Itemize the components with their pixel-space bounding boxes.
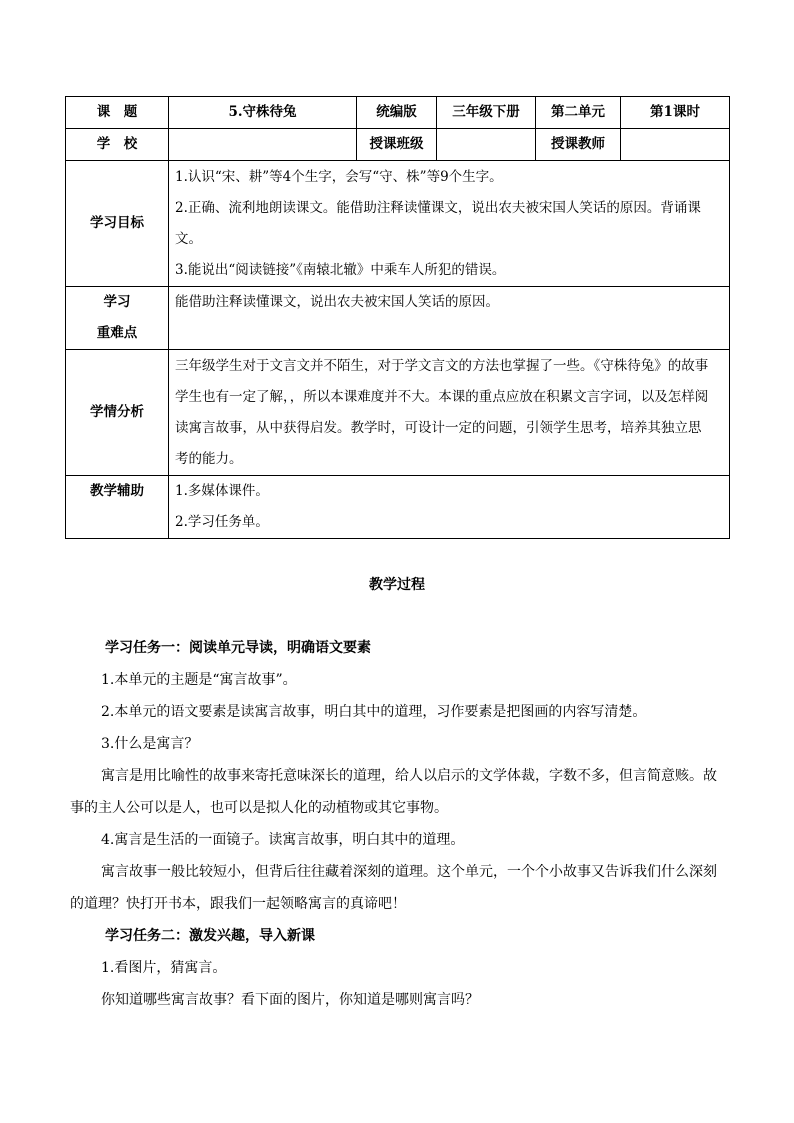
- table-row: [66, 350, 730, 476]
- goal-line: 2.正确、流利地朗读课文。能借助注释读懂课文，说出农夫被宋国人笑话的原因。背诵课: [175, 199, 701, 216]
- class-value: [437, 129, 536, 161]
- unit: 第二单元: [536, 97, 621, 129]
- goal-line: 1.认识“宋、耕”等4个生字，会写“守、株”等9个生字。: [175, 168, 503, 185]
- school-label: 学 校: [66, 129, 169, 161]
- analysis-line: 学生也有一定了解，，所以本课难度并不大。本课的重点应放在积累文言字词，以及怎样阅: [175, 388, 709, 405]
- task1-heading: 学习任务一：阅读单元导读，明确语文要素: [105, 640, 371, 656]
- goals-label: 学习目标: [66, 161, 169, 287]
- task1-para2-line1: 寓言故事一般比较短小，但背后往往藏着深刻的道理。这个单元，一个个小故事又告诉我们什么深刻: [101, 864, 717, 880]
- difficulty-label-line1: 学习: [103, 294, 131, 310]
- goal-line: 文。: [175, 230, 202, 247]
- grade: 三年级下册: [437, 97, 536, 129]
- analysis-line: 考的能力。: [175, 450, 243, 467]
- table-row: [66, 476, 730, 539]
- difficulty-label: [66, 287, 169, 350]
- table-row: [66, 287, 730, 350]
- teacher-value: [621, 129, 730, 161]
- difficulty-cell: [169, 287, 730, 350]
- difficulty-label-line2: 重难点: [96, 325, 138, 341]
- period: 第1课时: [621, 97, 730, 129]
- task1-item1: 1.本单元的主题是“寓言故事”。: [101, 672, 297, 688]
- course-label: 课 题: [66, 97, 169, 129]
- analysis-line: 三年级学生对于文言文并不陌生，对于学文言文的方法也掌握了一些。《守株待兔》的故事: [175, 357, 709, 374]
- task1-para2-line2: 的道理？快打开书本，跟我们一起领略寓言的真谛吧！: [70, 896, 406, 912]
- aids-label: 教学辅助: [66, 476, 169, 539]
- task2-item1: 1.看图片，猜寓言。: [101, 960, 227, 976]
- task2-heading: 学习任务二：激发兴趣，导入新课: [105, 928, 315, 944]
- class-label: 授课班级: [357, 129, 437, 161]
- process-title: 教学过程: [369, 577, 425, 593]
- difficulty-text: 能借助注释读懂课文，说出农夫被宋国人笑话的原因。: [175, 294, 499, 310]
- task1-item2: 2.本单元的语文要素是读寓言故事，明白其中的道理，习作要素是把图画的内容写清楚。: [101, 704, 647, 720]
- task1-item4: 4.寓言是生活的一面镜子。读寓言故事，明白其中的道理。: [101, 832, 465, 848]
- task1-item3: 3.什么是寓言？: [101, 736, 199, 752]
- task1-para1-line1: 寓言是用比喻性的故事来寄托意味深长的道理，给人以启示的文学体裁，字数不多，但言简意赅。故: [101, 768, 717, 784]
- analysis-line: 读寓言故事，从中获得启发。教学时，可设计一定的问题，引领学生思考，培养其独立思: [175, 419, 702, 436]
- table-row: [66, 161, 730, 287]
- aid-line: 2.学习任务单。: [175, 514, 269, 530]
- aids-cell: [169, 476, 730, 539]
- table-row: [66, 129, 730, 161]
- goal-line: 3.能说出“阅读链接”《南辕北辙》中乘车人所犯的错误。: [175, 261, 506, 278]
- lesson-info-table: [65, 96, 730, 539]
- task2-line: 你知道哪些寓言故事？看下面的图片，你知道是哪则寓言吗？: [101, 992, 479, 1008]
- task1-para1-line2: 事的主人公可以是人，也可以是拟人化的动植物或其它事物。: [70, 800, 448, 816]
- analysis-cell: [169, 350, 730, 476]
- lesson-title: 5.守株待兔: [169, 97, 357, 129]
- edition: 统编版: [357, 97, 437, 129]
- table-row: [66, 97, 730, 129]
- aid-line: 1.多媒体课件。: [175, 483, 269, 499]
- analysis-label: 学情分析: [66, 350, 169, 476]
- process-body: [70, 632, 728, 1016]
- teacher-label: 授课教师: [536, 129, 621, 161]
- goals-cell: [169, 161, 730, 287]
- school-value: [169, 129, 357, 161]
